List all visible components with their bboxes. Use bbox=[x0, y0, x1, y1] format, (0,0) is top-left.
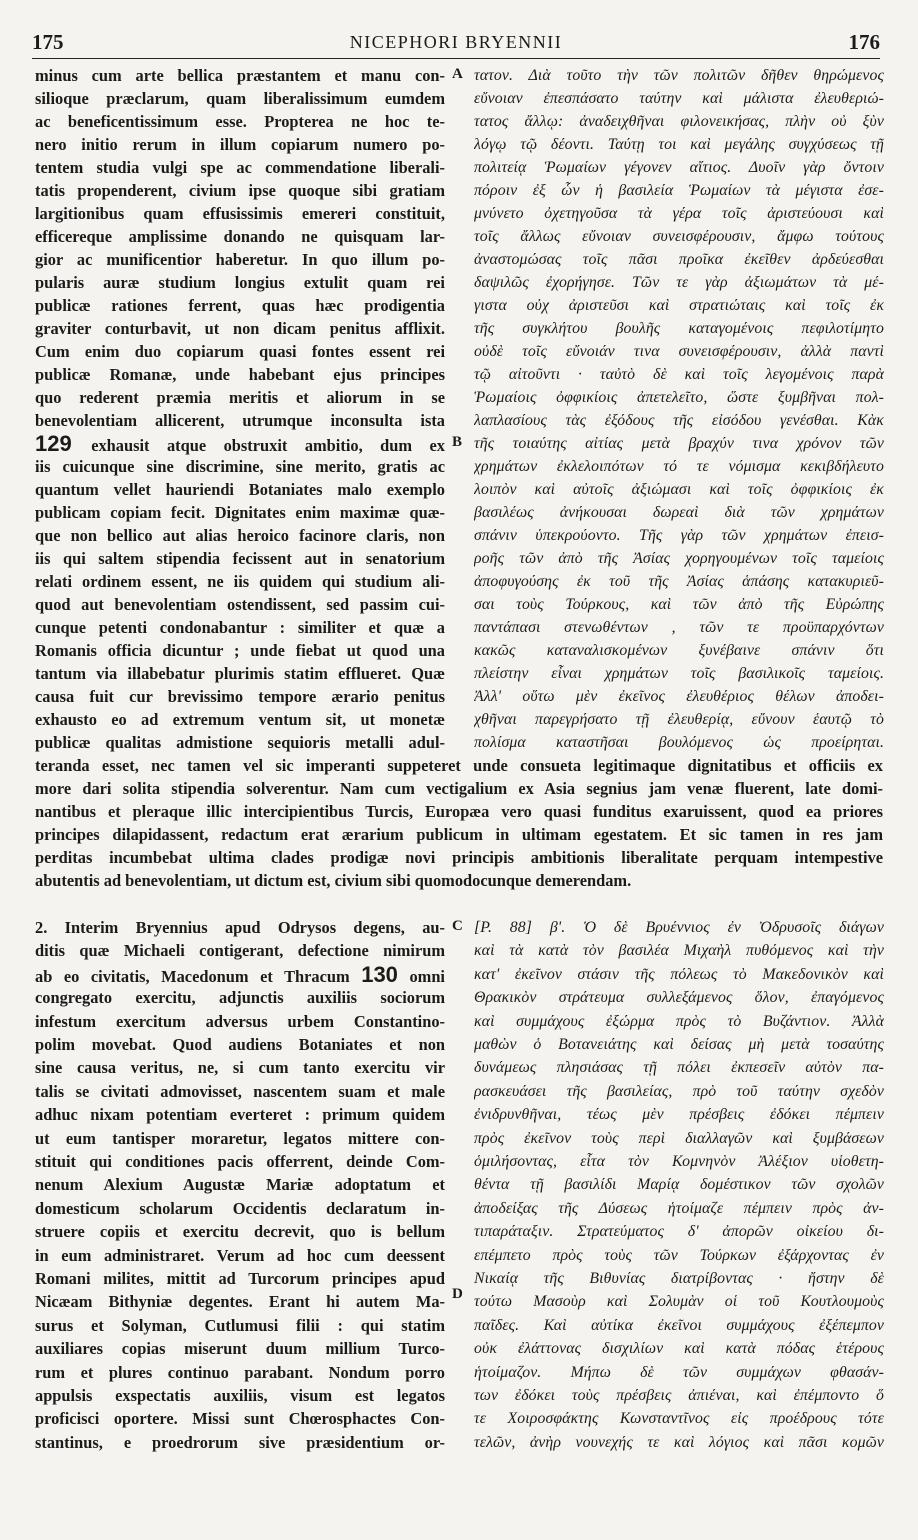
text-line: τατον. Διὰ τοῦτο τὴν τῶν πολιτῶν δῆθεν θηρώμενος bbox=[474, 67, 884, 84]
text-line: βασιλέως ἀνήκουσαι δωρεαὶ διὰ τῶν χρημάτων bbox=[474, 504, 884, 521]
text-line: cunque petenti condonabantur : similiter et quæ a bbox=[35, 618, 445, 637]
text-line: struere copiis et exercitu decrevit, quo is bellum bbox=[35, 1222, 445, 1242]
text-line: iis cuicunque sine discrimine, sine merito, gratis ac bbox=[35, 457, 445, 476]
text-line: proficisci oportere. Missi sunt Chœrosphactes Con- bbox=[35, 1409, 445, 1429]
latin-full-width-text bbox=[35, 754, 883, 892]
text-line: πολιτείᾳ Ῥωμαίων γέγονεν αἴτιος. Δυοῖν γὰρ ὄντοιν bbox=[474, 159, 884, 176]
text-line: κακῶς καταναλισκομένων ξυνέβαινε σπάνιν ὅτι bbox=[474, 642, 884, 659]
text-line: infestum exercitum adversus urbem Constantino- bbox=[35, 1011, 445, 1031]
text-line: χρημάτων ἐκλελοιπότων τό τε νόμισμα κεκιβδήλευτο bbox=[474, 458, 884, 475]
margin-letter-a: A bbox=[452, 66, 463, 82]
text-line: επέμπετο πρὸς τοὺς τῶν Τούρκων ἐξάρχοντας ἐν bbox=[474, 1246, 884, 1264]
text-line: παντάπασι στενωθέντων , τῶν τε προϋπαρχόντων bbox=[474, 619, 884, 636]
text-line: οὐκ ἐλάττονας δισχιλίων καὶ κατὰ πόδας ἑτέρους bbox=[474, 1340, 884, 1358]
margin-letter-d: D bbox=[452, 1286, 463, 1302]
text-line: exhausto eo ad extremum ventum sit, ut monetæ bbox=[35, 710, 445, 729]
text-line: ut eum tantisper moraretur, legatos mittere con- bbox=[35, 1128, 445, 1148]
text-line: οὐδὲ τοῖς εὔνοιάν τινα συνεισφέρουσιν, ἀλλὰ παντὶ bbox=[474, 343, 884, 360]
text-line: largitionibus quam effusissimis emereri constituit, bbox=[35, 204, 445, 223]
section-number: 130 bbox=[361, 962, 398, 987]
text-line: πόροιν ἐξ ὧν ἡ βασιλεία Ῥωμαίων τὰ μέγιστα ἐσε- bbox=[474, 182, 884, 199]
text-line: ἀποφυγούσης ἐκ τοῦ τῆς Ἀσίας ἁπάσης κατακυριεῦ- bbox=[474, 573, 884, 590]
text-line: των ἐδόκει τοὺς πρέσβεις ἀπιέναι, καὶ ἐπέμποντο ὅ bbox=[474, 1387, 884, 1404]
text-line: ρασκευάσει τῆς βασιλείας, πρὸ τοῦ ταύτην σχεδὸν bbox=[474, 1082, 884, 1100]
latin-column-bottom bbox=[35, 916, 445, 1456]
text-line: τατος ἄλλῳ: ἀναδειχθῆναι φιλονεικήσας, πλὴν οὐ ξὺν bbox=[474, 113, 884, 130]
text-line: perditas incumbebat ultima clades prodigæ novi principis ambitionis liberalitate perquam intempestive bbox=[35, 848, 883, 867]
text-line: [P. 88] β'. Ὁ δὲ Βρυέννιος ἐν Ὀδρυσοῖς διάγων bbox=[474, 919, 884, 936]
text-line: adhuc nixam potentiam everteret : primum quidem bbox=[35, 1105, 445, 1125]
text-line: gior ac munificentior haberetur. In quo illum po- bbox=[35, 250, 445, 269]
text-line: publicæ qualitas admistione sequioris metalli adul- bbox=[35, 733, 445, 752]
text-line: 129 exhausit atque obstruxit ambitio, dum ex bbox=[35, 432, 445, 456]
text-line: relati ordinem essent, ne iis quidem qui studium ali- bbox=[35, 572, 445, 591]
text-line: ροῆς τῶν ἀπὸ τῆς Ἀσίας χορηγουμένων τοῖς ταμείοις bbox=[474, 550, 884, 567]
text-line: ἡτοίμαζον. Μήπω δὲ τῶν συμμάχων φθασάν- bbox=[474, 1363, 884, 1381]
text-line: δαψιλῶς ἐχορήγησε. Τῶν τε γὰρ ἀξιωμάτων τὰ μέ- bbox=[474, 274, 884, 291]
text-line: auxiliares copias miserunt duum millium Turco- bbox=[35, 1339, 445, 1359]
text-line: 2. Interim Bryennius apud Odrysos degens, au- bbox=[35, 918, 445, 937]
text-line: τῆς τοιαύτης αἰτίας μετὰ βραχύν τινα χρόνον τῶν bbox=[474, 435, 884, 452]
text-line: σαι τοὺς Τούρκους, καὶ τῶν ἀπὸ τῆς Εὐρώπης bbox=[474, 596, 884, 613]
text-line: publicæ rationes ferrent, quas hæc prodigentia bbox=[35, 296, 445, 315]
text-line: nantibus et pleraque illic intercipientibus Turcis, Europæa vero quasi funditus exaruissent, quod ea priores bbox=[35, 802, 883, 821]
text-line: μνύνετο ὀχετηγοῦσα τὰ γέρα τοῖς ἀριστεύουσι καὶ bbox=[474, 205, 884, 222]
text-line: sine causa veritus, ne, si cum tanto exercitu vir bbox=[35, 1058, 445, 1078]
text-line: quantum vellet hauriendi Botaniates malo exemplo bbox=[35, 480, 445, 499]
text-line: Nicæam Bithyniæ degentes. Erant hi autem Ma- bbox=[35, 1292, 445, 1312]
text-line: publicæ Romanæ, unde habebant ejus principes bbox=[35, 365, 445, 384]
text-line: silioque præclarum, quam liberalissimum eumdem bbox=[35, 89, 445, 108]
text-line: Romani milites, mittit ad Turcorum principes apud bbox=[35, 1269, 445, 1288]
text-line: Cum enim duo copiarum quasi fontes essent rei bbox=[35, 342, 445, 361]
text-line: que non bellico aut alias heroico facinore claris, non bbox=[35, 526, 445, 545]
text-line: nero initio rerum in illum copiarum numero po- bbox=[35, 135, 445, 154]
text-line: σπάνιν ὑπεκρούοντο. Τῆς γὰρ τῶν χρημάτων ἐπεισ- bbox=[474, 527, 884, 544]
text-line: Νικαίᾳ τῆς Βιθυνίας διατρίβοντας · ἤστην δὲ bbox=[474, 1270, 884, 1287]
page-header bbox=[32, 28, 880, 59]
section-number: 129 bbox=[35, 432, 92, 456]
margin-letter-b: B bbox=[452, 434, 463, 450]
text-line: θέντα τῇ βασιλίδι Μαρίᾳ δομέστικον τῶν σχολῶν bbox=[474, 1176, 884, 1194]
text-line: quo rederent præmia meritis et aliorum in se bbox=[35, 388, 445, 407]
greek-column-top bbox=[474, 64, 884, 754]
text-line: τοῖς ἄλλως εὔνοιαν συνεισφέρουσιν, ἄμφω τούτους bbox=[474, 228, 884, 245]
text-line: benevolentiam allicerent, utrumque inconsulta ista bbox=[35, 411, 445, 430]
text-line: nenum Alexium Augustæ Mariæ adoptatum et bbox=[35, 1175, 445, 1195]
text-line: surus et Solyman, Cutlumusi filii : qui statim bbox=[35, 1315, 445, 1335]
text-line: Ῥωμαίοις ὀφφικίοις ἀπετελεῖτο, ὥστε ξυμβῆναι πολ- bbox=[474, 389, 884, 406]
text-line: λόγῳ τῷ δέοντι. Ταύτῃ τοι καὶ μεγάλης συγχύσεως τῇ bbox=[474, 136, 884, 153]
text-line: more dari solita stipendia solverentur. Nam cum vectigalium ex Asia segnius jam venæ fluerent, late domi- bbox=[35, 779, 883, 798]
text-line: ὁμιλήσοντας, εἶτα τὸν Κομνηνὸν Ἀλέξιον υἱοθετη- bbox=[474, 1153, 884, 1170]
text-line: stantinus, e proedrorum sive præsidentium or- bbox=[35, 1432, 445, 1452]
text-line: quod aut benevolentiam ostendissent, sed passim cui- bbox=[35, 595, 445, 614]
text-line: τε Χοιροσφάκτης Κωνσταντῖνος εἰς προέδρους τότε bbox=[474, 1410, 884, 1428]
text-line: πρὸς ἐκεῖνον τοὺς περὶ διαλλαγῶν καὶ ξυμβάσεων bbox=[474, 1129, 884, 1147]
text-line: principes dilapidassent, redactum erat ærarium publicum in ultimam egestatem. Et sic tamen in res jam bbox=[35, 825, 883, 844]
text-line: καὶ συμμάχους ἐξώρμα πρὸς τὸ Βυζάντιον. Ἀλλὰ bbox=[474, 1012, 884, 1030]
text-line: appulsis exspectatis auxiliis, visum est legatos bbox=[35, 1386, 445, 1405]
text-line: graviter conturbavit, ut non dicam penitus afflixit. bbox=[35, 319, 445, 338]
text-line: ab eo civitatis, Macedonum et Thracum 130 omni bbox=[35, 962, 445, 987]
text-line: τῆς συγκλήτου βουλῆς καταγομένοις πεφιλοτίμητο bbox=[474, 320, 884, 337]
text-line: λαπλασίους τὰς ἐξόδους τῆς εἰσόδου γενέσθαι. Κὰκ bbox=[474, 412, 884, 429]
text-line: congregato exercitu, adjunctis auxiliis sociorum bbox=[35, 988, 445, 1008]
text-line: Θρακικὸν στράτευμα συλλεξάμενος ὅλον, ἐπαγόμενος bbox=[474, 989, 884, 1007]
text-line: χθῆναι παρεγρήσατο τῇ ἐλευθερίᾳ, εὔνουν ἑαυτῷ τὸ bbox=[474, 711, 884, 728]
text-line: rum et plures continuo parabant. Nondum porro bbox=[35, 1362, 445, 1382]
margin-letter-c: C bbox=[452, 918, 463, 934]
text-line: ditis quæ Michaeli contigerant, defectione nimirum bbox=[35, 941, 445, 961]
text-line: κατ' ἐκεῖνον στάσιν τῆς πόλεως τὸ Μακεδονικὸν καὶ bbox=[474, 965, 884, 983]
page-number-left: 175 bbox=[32, 30, 64, 54]
text-line: causa fuit cur brevissimo tempore ærario penitus bbox=[35, 687, 445, 706]
text-line: abutentis ad benevolentiam, ut dictum est, civium sibi quomodocunque demerendam. bbox=[35, 871, 632, 890]
text-line: ἀποδείξας τῆς Δύσεως ἡτοίμαζε πέμπειν πρὸς ἀν- bbox=[474, 1199, 884, 1217]
greek-column-bottom bbox=[474, 916, 884, 1456]
text-line: ac beneficentissimum esse. Propterea ne hoc te- bbox=[35, 112, 445, 131]
text-line: ἀναστομώσας τοῖς πᾶσι προῖκα ἐκεῖθεν ἀρδεύεσθαι bbox=[474, 251, 884, 268]
text-line: teranda esset, nec tamen vel sic imperanti suppeteret unde consueta legitimaque dignitatibus et officiis ex bbox=[35, 756, 883, 775]
text-line: παῖδες. Καὶ αὐτίκα ἐκεῖνοι συμμάχους ἐξέπεμπον bbox=[474, 1316, 884, 1334]
text-line: εὔνοιαν ἐπεσπάσατο ταύτην καὶ μάλιστα ἐλευθεριώ- bbox=[474, 90, 884, 107]
text-line: γιστα οὐχ ἀριστεῦσι καὶ στρατιώταις καὶ τοῖς ἐκ bbox=[474, 297, 884, 314]
text-line: tantum via illabebatur plurimis statim efflueret. Quæ bbox=[35, 664, 445, 683]
text-line: τῷ αἰτοῦντι · ταὐτὸ δὲ καὶ τοῖς λεγομένοις παρὰ bbox=[474, 366, 884, 383]
text-line: λοιπὸν καὶ αὐτοῖς ἀξιώμασι καὶ τοῖς ὀφφικίοις ἐκ bbox=[474, 481, 884, 498]
page-number-right: 176 bbox=[848, 30, 880, 54]
text-line: Ἀλλ' οὕτω μὲν ἐκεῖνος ἐλευθέριος θέλων ἀποδει- bbox=[474, 688, 884, 705]
text-line: publicam copiam fecit. Dignitates enim maximæ quæ- bbox=[35, 503, 445, 522]
text-line: δυνάμεως πλησιάσας τῇ πόλει ἐκπεσεῖν αὐτὸν πα- bbox=[474, 1059, 884, 1077]
text-line: ἐνιδρυνθῆναι, τέως μὲν πρέσβεις ἐδόκει πέμπειν bbox=[474, 1106, 884, 1124]
running-title: NICEPHORI BRYENNII bbox=[349, 32, 563, 52]
text-line: minus cum arte bellica præstantem et manu con- bbox=[35, 66, 445, 85]
text-line: τούτω Μασοὺρ καὶ Σολυμὰν οἱ τοῦ Κουτλουμοὺς bbox=[474, 1293, 884, 1311]
text-line: μαθὼν ὁ Βοτανειάτης καὶ δείσας μὴ μετὰ τοσαύτης bbox=[474, 1036, 884, 1053]
text-line: talis se civitati admovisset, nascentem suam et male bbox=[35, 1081, 445, 1101]
text-line: πλείστην εἶναι χρημάτων τοῖς βασιλικοῖς ταμείοις. bbox=[474, 665, 884, 682]
text-line: domesticum scholarum Occidentis declaratum in- bbox=[35, 1198, 445, 1218]
text-line: efficereque amplissime donando ne quisquam lar- bbox=[35, 227, 445, 246]
text-line: tatis propenderent, civium ipse quoque sibi gratiam bbox=[35, 181, 445, 200]
latin-column-top bbox=[35, 64, 445, 754]
text-line: stituit qui conditiones pacis offerrent, deinde Com- bbox=[35, 1152, 445, 1171]
text-line: πολίσμα καταστῆσαι βουλόμενος ὡς προείρηται. bbox=[474, 734, 884, 751]
text-line: in eum administraret. Verum ad hoc cum deessent bbox=[35, 1245, 445, 1265]
text-line: polim movebat. Quod audiens Botaniates et non bbox=[35, 1035, 445, 1054]
text-line: τιπαράταξιν. Στρατεύματος δ' ἀπορῶν οἰκείου δι- bbox=[474, 1223, 884, 1241]
text-line: iis qui saltem stipendia fecissent aut in senatorium bbox=[35, 549, 445, 568]
text-line: καὶ τὰ κατὰ τὸν βασιλέα Μιχαὴλ πυθόμενος καὶ τὴν bbox=[474, 942, 884, 960]
text-line: Romanis officia dicuntur ; unde fiebat ut quod una bbox=[35, 641, 445, 660]
text-line: τελῶν, ἀνὴρ νουνεχής τε καὶ λόγιος καὶ πᾶσι κομῶν bbox=[474, 1433, 884, 1451]
text-line: tentem studia vulgi spe ac commendatione liberali- bbox=[35, 158, 445, 177]
text-line: pularis auræ studium longius extulit quam rei bbox=[35, 273, 445, 292]
